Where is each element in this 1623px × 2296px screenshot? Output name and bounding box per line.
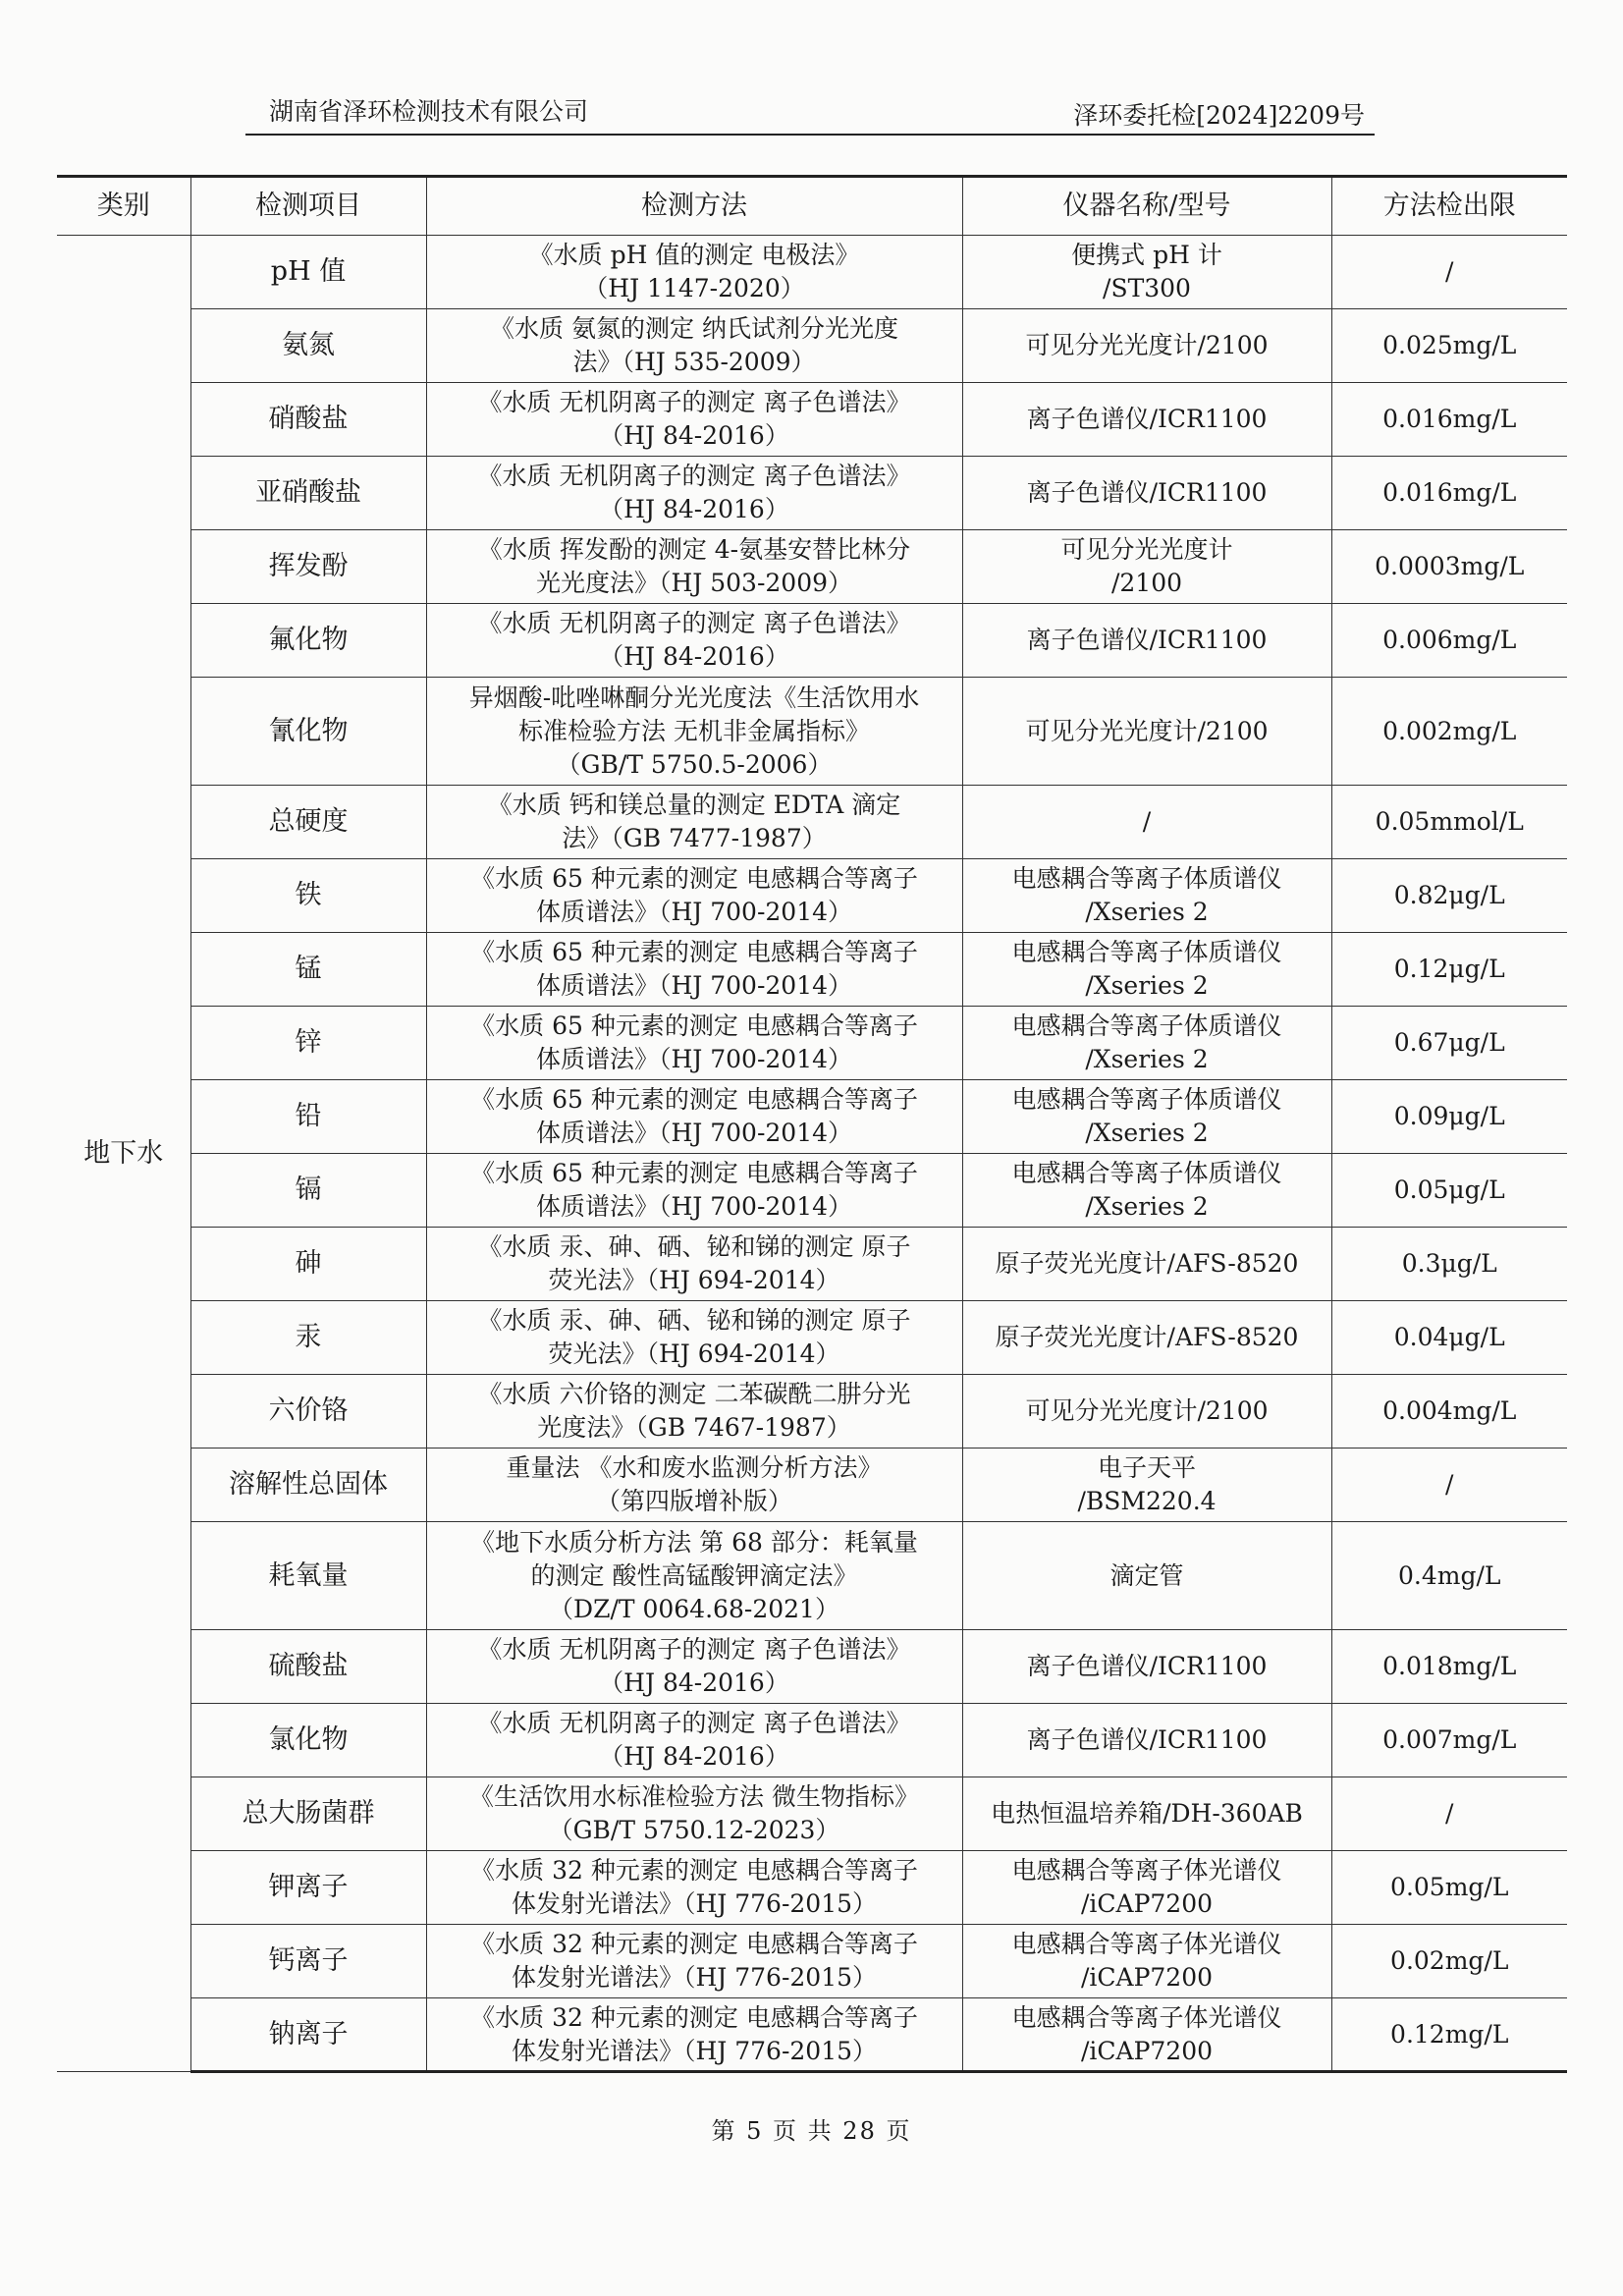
limit-cell: 0.12mg/L [1331,1998,1567,2072]
method-line: 的测定 酸性高锰酸钾滴定法》 [530,1560,858,1590]
item-cell: 亚硝酸盐 [190,457,426,530]
table-row [57,786,1567,859]
instrument-cell [962,678,1331,786]
instrument-line: 可见分光光度计 [1060,535,1233,564]
item-cell: 氟化物 [190,604,426,678]
method-line: 《水质 65 种元素的测定 电感耦合等离子 [470,864,918,893]
instrument-cell [962,1630,1331,1704]
instrument-line: 电感耦合等离子体质谱仪 [1011,1085,1282,1114]
method-cell [426,383,962,457]
instrument-line: 电子天平 [1097,1453,1196,1482]
item-cell: 砷 [190,1228,426,1301]
column-header-item: 检测项目 [190,177,426,236]
instrument-cell [962,1851,1331,1925]
item-cell: 耗氧量 [190,1522,426,1630]
column-header-category: 类别 [57,177,190,236]
method-line: 《水质 无机阴离子的测定 离子色谱法》 [477,388,911,416]
item-cell: 总硬度 [190,786,426,859]
method-line: （GB/T 5750.5-2006） [556,749,833,779]
table-row [57,1154,1567,1228]
instrument-cell [962,1007,1331,1080]
limit-cell: 0.67μg/L [1331,1007,1567,1080]
instrument-cell [962,383,1331,457]
instrument-cell [962,859,1331,933]
method-line: 《水质 挥发酚的测定 4-氨基安替比林分 [477,535,911,564]
instrument-cell [962,1080,1331,1154]
method-line: 法》（GB 7477-1987） [562,824,827,852]
table-row [57,859,1567,933]
instrument-line: 离子色谱仪/ICR1100 [1026,626,1268,654]
limit-cell: / [1331,1449,1567,1522]
method-line: 体发射光谱法》（HJ 776-2015） [511,1963,878,1992]
page-header [245,88,1375,136]
method-cell [426,1998,962,2072]
method-cell [426,1851,962,1925]
item-cell: 挥发酚 [190,530,426,604]
instrument-cell [962,530,1331,604]
instrument-line: 离子色谱仪/ICR1100 [1026,1652,1268,1680]
instrument-cell [962,1375,1331,1449]
table-row [57,236,1567,309]
item-cell: 氨氮 [190,309,426,383]
table-row [57,1925,1567,1998]
table-row [57,1375,1567,1449]
limit-cell: 0.006mg/L [1331,604,1567,678]
table-row [57,1998,1567,2072]
method-line: 法》（HJ 535-2009） [572,348,816,376]
method-line: （HJ 84-2016） [599,1742,789,1771]
method-line: 标准检验方法 无机非金属指标》 [518,716,870,745]
item-cell: 硝酸盐 [190,383,426,457]
method-line: （HJ 84-2016） [599,495,789,523]
instrument-cell [962,786,1331,859]
method-cell [426,678,962,786]
instrument-line: /Xseries 2 [1085,898,1209,926]
limit-cell: 0.007mg/L [1331,1704,1567,1777]
instrument-line: 电感耦合等离子体质谱仪 [1011,1159,1282,1187]
method-line: 重量法 《水和废水监测分析方法》 [506,1453,883,1482]
method-line: 《水质 汞、砷、硒、铋和锑的测定 原子 [477,1306,911,1335]
table-row [57,933,1567,1007]
instrument-cell [962,1998,1331,2072]
instrument-cell [962,236,1331,309]
table-row [57,1228,1567,1301]
category-cell: 地下水 [57,236,190,2072]
instrument-cell [962,1704,1331,1777]
instrument-cell [962,1301,1331,1375]
method-cell [426,1630,962,1704]
instrument-line: /iCAP7200 [1080,2036,1214,2065]
method-line: 体质谱法》（HJ 700-2014） [535,898,853,926]
limit-cell: 0.3μg/L [1331,1228,1567,1301]
table-row [57,1704,1567,1777]
table-row [57,1851,1567,1925]
limit-cell: 0.05mg/L [1331,1851,1567,1925]
instrument-line: /2100 [1110,569,1183,597]
method-line: 《水质 无机阴离子的测定 离子色谱法》 [477,462,911,490]
method-line: （GB/T 5750.12-2023） [548,1816,840,1844]
limit-cell: 0.82μg/L [1331,859,1567,933]
item-cell: pH 值 [190,236,426,309]
method-cell [426,1777,962,1851]
item-cell: 总大肠菌群 [190,1777,426,1851]
company-name: 湖南省泽环检测技术有限公司 [269,97,589,126]
method-line: 《水质 65 种元素的测定 电感耦合等离子 [470,1085,918,1114]
table-row [57,1080,1567,1154]
limit-cell: 0.09μg/L [1331,1080,1567,1154]
method-line: 体质谱法》（HJ 700-2014） [535,1119,853,1147]
item-cell: 汞 [190,1301,426,1375]
table-row [57,1777,1567,1851]
method-cell [426,236,962,309]
report-number: 泽环委托检[2024]2209号 [1073,101,1365,130]
table-row [57,1449,1567,1522]
instrument-line: 离子色谱仪/ICR1100 [1026,405,1268,433]
method-line: （DZ/T 0064.68-2021） [549,1594,839,1623]
instrument-line: 原子荧光光度计/AFS-8520 [995,1323,1299,1351]
instrument-line: 电感耦合等离子体质谱仪 [1011,938,1282,966]
method-line: （HJ 84-2016） [599,642,789,671]
method-cell [426,1925,962,1998]
method-line: 光度法》（GB 7467-1987） [537,1413,851,1442]
table-row [57,383,1567,457]
table-header-row [57,177,1567,236]
method-line: 异烟酸-吡唑啉酮分光光度法《生活饮用水 [468,683,920,712]
method-cell [426,1007,962,1080]
instrument-line: 电感耦合等离子体光谱仪 [1011,1856,1282,1885]
limit-cell: 0.018mg/L [1331,1630,1567,1704]
method-line: （HJ 84-2016） [599,1668,789,1697]
method-line: 《水质 32 种元素的测定 电感耦合等离子 [470,2002,918,2032]
column-header-limit: 方法检出限 [1331,177,1567,236]
item-cell: 氰化物 [190,678,426,786]
table-row [57,678,1567,786]
table-row [57,1007,1567,1080]
item-cell: 六价铬 [190,1375,426,1449]
table-row [57,1522,1567,1630]
instrument-line: /Xseries 2 [1085,1045,1209,1073]
item-cell: 钠离子 [190,1998,426,2072]
item-cell: 铁 [190,859,426,933]
limit-cell: 0.0003mg/L [1331,530,1567,604]
table-row [57,457,1567,530]
item-cell: 硫酸盐 [190,1630,426,1704]
method-cell [426,1375,962,1449]
instrument-line: /Xseries 2 [1085,1119,1209,1147]
instrument-cell [962,1925,1331,1998]
instrument-line: /iCAP7200 [1080,1889,1214,1918]
instrument-line: 电感耦合等离子体质谱仪 [1011,864,1282,893]
limit-cell: 0.04μg/L [1331,1301,1567,1375]
instrument-line: 离子色谱仪/ICR1100 [1026,478,1268,507]
item-cell: 溶解性总固体 [190,1449,426,1522]
limit-cell: 0.05mmol/L [1331,786,1567,859]
method-line: 体质谱法》（HJ 700-2014） [535,971,853,1000]
instrument-line: 电热恒温培养箱/DH-360AB [991,1799,1303,1828]
limit-cell: 0.004mg/L [1331,1375,1567,1449]
instrument-line: /iCAP7200 [1080,1963,1214,1992]
item-cell: 钾离子 [190,1851,426,1925]
limit-cell: / [1331,236,1567,309]
limit-cell: 0.002mg/L [1331,678,1567,786]
instrument-line: /Xseries 2 [1085,1192,1209,1221]
column-header-method: 检测方法 [426,177,962,236]
method-cell [426,1080,962,1154]
method-cell [426,1301,962,1375]
method-line: 《水质 65 种元素的测定 电感耦合等离子 [470,938,918,966]
table-body [57,236,1567,2072]
method-line: 《水质 32 种元素的测定 电感耦合等离子 [470,1856,918,1885]
instrument-cell [962,933,1331,1007]
method-cell [426,1522,962,1630]
method-line: 荧光法》（HJ 694-2014） [548,1339,840,1368]
method-line: 体质谱法》（HJ 700-2014） [535,1045,853,1073]
instrument-cell [962,457,1331,530]
method-line: 《水质 氨氮的测定 纳氏试剂分光光度 [490,314,898,343]
instrument-line: 可见分光光度计/2100 [1025,716,1269,745]
instrument-line: 离子色谱仪/ICR1100 [1026,1725,1268,1754]
instrument-cell [962,1228,1331,1301]
instrument-line: 滴定管 [1109,1560,1184,1590]
limit-cell: 0.05μg/L [1331,1154,1567,1228]
instrument-cell [962,1777,1331,1851]
method-cell [426,1449,962,1522]
column-header-instrument: 仪器名称/型号 [962,177,1331,236]
table-row [57,530,1567,604]
method-line: 光光度法》（HJ 503-2009） [535,569,853,597]
limit-cell: / [1331,1777,1567,1851]
method-cell [426,859,962,933]
instrument-cell [962,1449,1331,1522]
method-cell [426,457,962,530]
table-row [57,604,1567,678]
limit-cell: 0.12μg/L [1331,933,1567,1007]
instrument-cell [962,1154,1331,1228]
instrument-line: /BSM220.4 [1077,1487,1217,1515]
limit-cell: 0.016mg/L [1331,383,1567,457]
table-row [57,309,1567,383]
instrument-line: 电感耦合等离子体光谱仪 [1011,2002,1282,2032]
method-line: 《水质 六价铬的测定 二苯碳酰二肼分光 [477,1380,911,1408]
method-line: 《水质 汞、砷、硒、铋和锑的测定 原子 [477,1232,911,1261]
item-cell: 铅 [190,1080,426,1154]
method-cell [426,604,962,678]
method-cell [426,309,962,383]
instrument-line: 便携式 pH 计 [1071,241,1222,269]
method-line: 《水质 pH 值的测定 电极法》 [528,241,860,269]
limit-cell: 0.016mg/L [1331,457,1567,530]
method-line: 《水质 无机阴离子的测定 离子色谱法》 [477,609,911,637]
instrument-cell [962,604,1331,678]
method-line: 《水质 无机阴离子的测定 离子色谱法》 [477,1709,911,1737]
instrument-line: /Xseries 2 [1085,971,1209,1000]
item-cell: 镉 [190,1154,426,1228]
method-line: 体质谱法》（HJ 700-2014） [535,1192,853,1221]
item-cell: 锌 [190,1007,426,1080]
method-cell [426,786,962,859]
method-line: （HJ 84-2016） [599,421,789,450]
method-cell [426,933,962,1007]
method-cell [426,530,962,604]
table-row [57,1301,1567,1375]
method-line: 体发射光谱法》（HJ 776-2015） [511,1889,878,1918]
instrument-line: 电感耦合等离子体光谱仪 [1011,1930,1282,1958]
method-line: 《水质 钙和镁总量的测定 EDTA 滴定 [487,791,901,819]
method-line: 《水质 65 种元素的测定 电感耦合等离子 [470,1159,918,1187]
method-cell [426,1154,962,1228]
method-cell [426,1228,962,1301]
limit-cell: 0.02mg/L [1331,1925,1567,1998]
method-line: 《水质 65 种元素的测定 电感耦合等离子 [470,1011,918,1040]
method-line: 《水质 无机阴离子的测定 离子色谱法》 [477,1635,911,1664]
page-number: 第 5 页 共 28 页 [711,2117,912,2145]
method-line: （HJ 1147-2020） [583,274,805,302]
test-methods-table [57,175,1567,2073]
item-cell: 锰 [190,933,426,1007]
limit-cell: 0.025mg/L [1331,309,1567,383]
limit-cell: 0.4mg/L [1331,1522,1567,1630]
instrument-line: / [1142,807,1152,836]
instrument-line: 可见分光光度计/2100 [1025,1396,1269,1425]
method-line: （第四版增补版） [595,1487,792,1515]
method-line: 《地下水质分析方法 第 68 部分：耗氧量 [470,1527,918,1557]
method-line: 《水质 32 种元素的测定 电感耦合等离子 [470,1930,918,1958]
instrument-cell [962,309,1331,383]
instrument-line: 原子荧光光度计/AFS-8520 [995,1249,1299,1278]
instrument-line: 可见分光光度计/2100 [1025,331,1269,359]
item-cell: 钙离子 [190,1925,426,1998]
item-cell: 氯化物 [190,1704,426,1777]
table-row [57,1630,1567,1704]
instrument-cell [962,1522,1331,1630]
instrument-line: 电感耦合等离子体质谱仪 [1011,1011,1282,1040]
instrument-line: /ST300 [1103,274,1191,302]
method-line: 荧光法》（HJ 694-2014） [548,1266,840,1294]
method-line: 体发射光谱法》（HJ 776-2015） [511,2036,878,2065]
method-line: 《生活饮用水标准检验方法 微生物指标》 [469,1782,919,1811]
method-cell [426,1704,962,1777]
